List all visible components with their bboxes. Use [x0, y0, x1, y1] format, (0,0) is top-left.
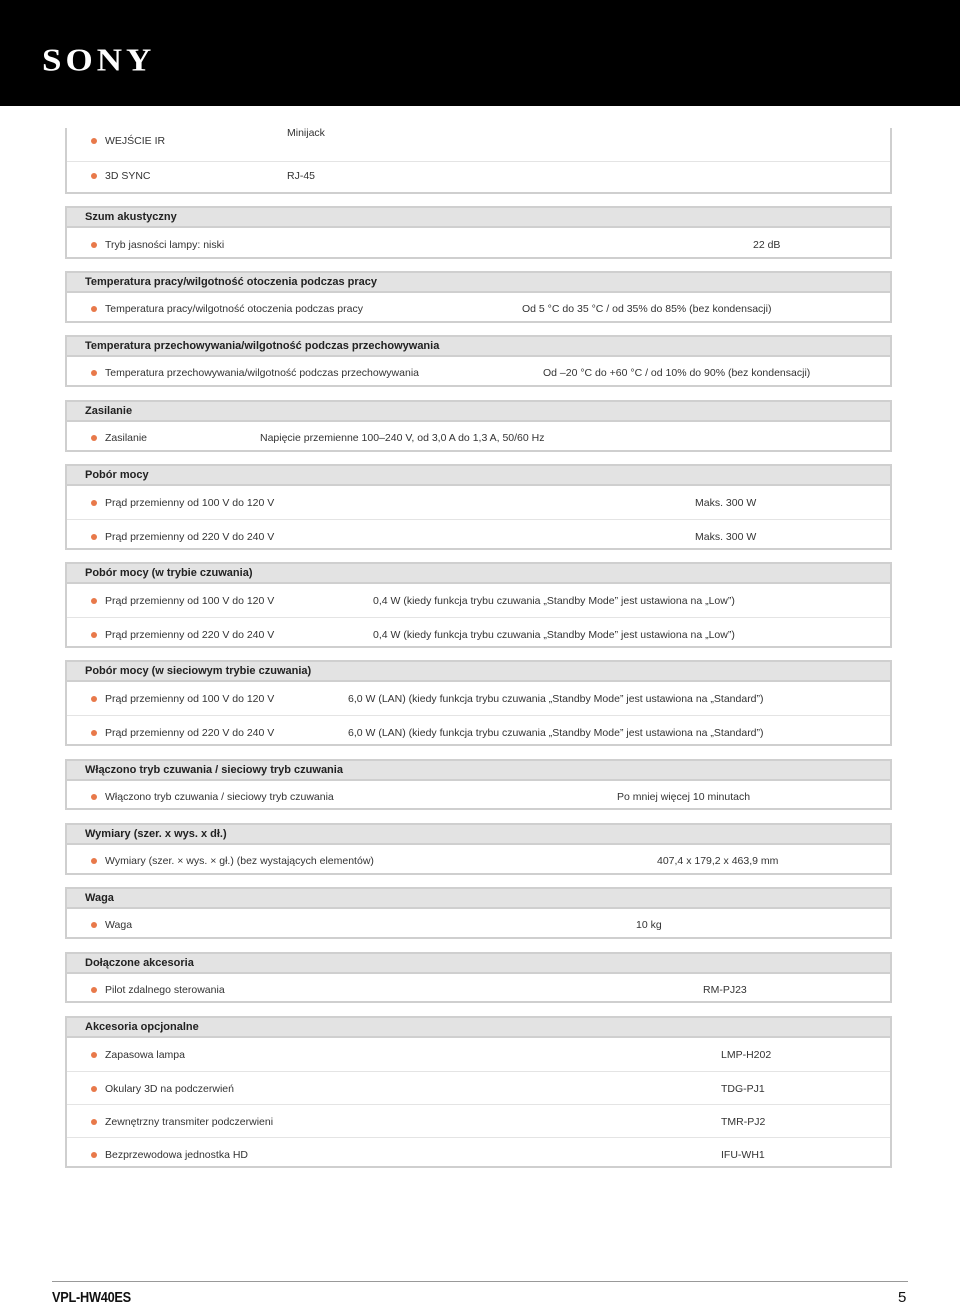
- section-title: Waga: [67, 889, 890, 909]
- spec-value: Maks. 300 W: [695, 531, 757, 543]
- spec-section: [65, 660, 892, 746]
- bullet-icon: [91, 435, 97, 441]
- footer-divider: [52, 1281, 908, 1282]
- section-title: Włączono tryb czuwania / sieciowy tryb czuwania: [67, 761, 890, 781]
- spec-label: Prąd przemienny od 100 V do 120 V: [105, 497, 275, 509]
- spec-label: Tryb jasności lampy: niski: [105, 239, 225, 251]
- spec-row: [67, 161, 890, 194]
- spec-section: [65, 887, 892, 939]
- spec-row: [67, 1137, 890, 1170]
- section-title: Dołączone akcesoria: [67, 954, 890, 974]
- spec-value: 0,4 W (kiedy funkcja trybu czuwania „Standby Mode” jest ustawiona na „Low”): [373, 595, 735, 607]
- section-title: Pobór mocy: [67, 466, 890, 486]
- spec-value: 22 dB: [753, 239, 781, 251]
- bullet-icon: [91, 242, 97, 248]
- spec-label: Prąd przemienny od 220 V do 240 V: [105, 531, 275, 543]
- spec-row: [67, 974, 890, 1006]
- spec-value: TDG-PJ1: [721, 1083, 765, 1095]
- spec-row: [67, 584, 890, 617]
- spec-value: 6,0 W (LAN) (kiedy funkcja trybu czuwania „Standby Mode” jest ustawiona na „Standard”): [348, 727, 764, 739]
- bullet-icon: [91, 138, 97, 144]
- spec-section: [65, 759, 892, 810]
- spec-value: 0,4 W (kiedy funkcja trybu czuwania „Standby Mode” jest ustawiona na „Low”): [373, 629, 735, 641]
- spec-value: RM-PJ23: [703, 984, 747, 996]
- bullet-icon: [91, 1086, 97, 1092]
- spec-section: [65, 1016, 892, 1168]
- spec-section: [65, 562, 892, 648]
- spec-label: Okulary 3D na podczerwień: [105, 1083, 234, 1095]
- spec-value: IFU-WH1: [721, 1149, 765, 1161]
- spec-row: [67, 682, 890, 715]
- bullet-icon: [91, 534, 97, 540]
- bullet-icon: [91, 858, 97, 864]
- spec-row: [67, 617, 890, 650]
- bullet-icon: [91, 1152, 97, 1158]
- spec-row: [67, 1104, 890, 1137]
- sony-logo: SONY: [42, 42, 156, 79]
- spec-label: Zasilanie: [105, 432, 148, 444]
- bullet-icon: [91, 500, 97, 506]
- spec-row: [67, 715, 890, 748]
- spec-label: Prąd przemienny od 100 V do 120 V: [105, 595, 275, 607]
- spec-row: [67, 228, 890, 261]
- spec-section: [65, 206, 892, 259]
- spec-row: [67, 422, 890, 454]
- spec-label: Zewnętrzny transmiter podczerwieni: [105, 1116, 274, 1128]
- bullet-icon: [91, 794, 97, 800]
- spec-value: 10 kg: [636, 919, 662, 931]
- bullet-icon: [91, 173, 97, 179]
- spec-label: Prąd przemienny od 220 V do 240 V: [105, 629, 275, 641]
- section-title: Temperatura przechowywania/wilgotność podczas przechowywania: [67, 337, 890, 357]
- spec-section: [65, 335, 892, 387]
- bullet-icon: [91, 922, 97, 928]
- spec-section: [65, 952, 892, 1003]
- bullet-icon: [91, 306, 97, 312]
- spec-label: WEJŚCIE IR: [105, 135, 166, 147]
- spec-row: [67, 1038, 890, 1071]
- spec-section: [65, 271, 892, 323]
- section-title: Pobór mocy (w trybie czuwania): [67, 564, 890, 584]
- spec-label: Prąd przemienny od 100 V do 120 V: [105, 693, 275, 705]
- spec-row: [67, 486, 890, 519]
- spec-value: Maks. 300 W: [695, 497, 757, 509]
- spec-value: RJ-45: [287, 170, 316, 182]
- spec-value: Od 5 °C do 35 °C / od 35% do 85% (bez kondensacji): [522, 303, 772, 315]
- bullet-icon: [91, 1052, 97, 1058]
- spec-section: [65, 464, 892, 550]
- spec-value: Minijack: [287, 127, 325, 139]
- spec-row: [67, 293, 890, 325]
- section-title: Zasilanie: [67, 402, 890, 422]
- spec-value: Po mniej więcej 10 minutach: [617, 791, 751, 803]
- bullet-icon: [91, 632, 97, 638]
- spec-label: Prąd przemienny od 220 V do 240 V: [105, 727, 275, 739]
- bullet-icon: [91, 1119, 97, 1125]
- spec-value: Od –20 °C do +60 °C / od 10% do 90% (bez kondensacji): [543, 367, 811, 379]
- spec-section: [65, 128, 892, 194]
- header-bar: [0, 0, 960, 106]
- spec-label: Waga: [105, 919, 133, 931]
- spec-label: 3D SYNC: [105, 170, 151, 182]
- bullet-icon: [91, 598, 97, 604]
- spec-section: [65, 400, 892, 452]
- spec-row: [67, 1071, 890, 1104]
- spec-value: TMR-PJ2: [721, 1116, 766, 1128]
- spec-label: Pilot zdalnego sterowania: [105, 984, 225, 996]
- spec-section: [65, 823, 892, 875]
- spec-value: Napięcie przemienne 100–240 V, od 3,0 A do 1,3 A, 50/60 Hz: [260, 432, 545, 444]
- spec-label: Zapasowa lampa: [105, 1049, 185, 1061]
- bullet-icon: [91, 730, 97, 736]
- spec-label: Wymiary (szer. × wys. × gł.) (bez wystających elementów): [105, 855, 374, 867]
- bullet-icon: [91, 987, 97, 993]
- spec-value: 407,4 x 179,2 x 463,9 mm: [657, 855, 779, 867]
- bullet-icon: [91, 370, 97, 376]
- spec-label: Włączono tryb czuwania / sieciowy tryb czuwania: [105, 791, 334, 803]
- bullet-icon: [91, 696, 97, 702]
- section-title: Akcesoria opcjonalne: [67, 1018, 890, 1038]
- spec-label: Temperatura przechowywania/wilgotność podczas przechowywania: [105, 367, 419, 379]
- spec-label: Bezprzewodowa jednostka HD: [105, 1149, 248, 1161]
- page-number: 5: [898, 1289, 907, 1306]
- section-title: Temperatura pracy/wilgotność otoczenia podczas pracy: [67, 273, 890, 293]
- spec-row: [67, 909, 890, 941]
- spec-value: 6,0 W (LAN) (kiedy funkcja trybu czuwania „Standby Mode” jest ustawiona na „Standard”): [348, 693, 764, 705]
- spec-value: LMP-H202: [721, 1049, 772, 1061]
- spec-row: [67, 128, 890, 161]
- spec-row: [67, 845, 890, 877]
- section-title: Pobór mocy (w sieciowym trybie czuwania): [67, 662, 890, 682]
- spec-row: [67, 357, 890, 389]
- spec-row: [67, 519, 890, 552]
- spec-label: Temperatura pracy/wilgotność otoczenia podczas pracy: [105, 303, 363, 315]
- spec-row: [67, 781, 890, 813]
- model-name: VPL-HW40ES: [52, 1289, 131, 1306]
- section-title: Szum akustyczny: [67, 208, 890, 228]
- section-title: Wymiary (szer. x wys. x dł.): [67, 825, 890, 845]
